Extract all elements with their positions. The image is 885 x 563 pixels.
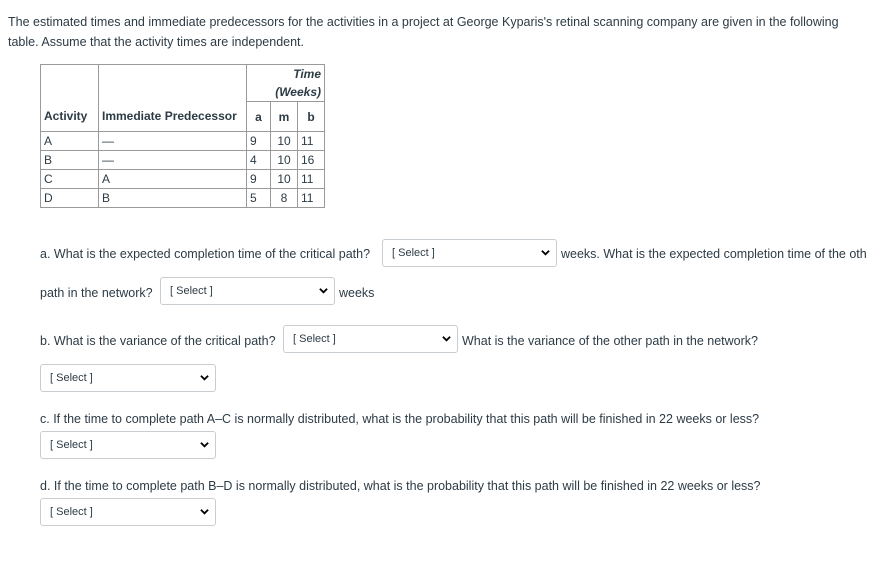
question-a-other-path-text: path in the network? <box>40 286 153 300</box>
question-b-text-cont: What is the variance of the other path in the network? <box>462 334 759 348</box>
activity-cell: A <box>41 132 99 151</box>
time-weeks-header: Time (Weeks) <box>247 65 325 102</box>
select-a-other-path-time[interactable] <box>160 277 335 305</box>
empty-header-cell <box>99 65 247 102</box>
question-c-text: c. If the time to complete path A–C is normally distributed, what is the probability that this path will be finished in 22 weeks or less? <box>40 412 760 426</box>
select-placeholder: [ Select ] <box>392 247 435 259</box>
predecessor-cell: B <box>99 189 247 208</box>
chevron-down-icon <box>200 440 209 449</box>
b-cell: 11 <box>298 189 325 208</box>
a-cell: 5 <box>247 189 271 208</box>
select-b-other-variance[interactable] <box>40 364 216 392</box>
table-row <box>41 170 325 189</box>
question-d-text: d. If the time to complete path B–D is normally distributed, what is the probability that this path will be finished in 22 weeks or less? <box>40 479 761 493</box>
select-placeholder: [ Select ] <box>170 285 213 297</box>
table-row <box>41 189 325 208</box>
activity-cell: D <box>41 189 99 208</box>
m-cell: 10 <box>271 132 298 151</box>
select-placeholder: [ Select ] <box>50 506 93 518</box>
predecessor-column-header: Immediate Predecessor <box>99 102 247 132</box>
question-b-text: b. What is the variance of the critical path? <box>40 334 276 348</box>
b-cell: 11 <box>298 170 325 189</box>
table-row <box>41 151 325 170</box>
a-cell: 9 <box>247 170 271 189</box>
m-cell: 8 <box>271 189 298 208</box>
a-column-header: a <box>247 102 271 132</box>
activity-cell: B <box>41 151 99 170</box>
m-cell: 10 <box>271 170 298 189</box>
activity-column-header: Activity <box>41 102 99 132</box>
select-c-probability[interactable] <box>40 431 216 459</box>
m-cell: 10 <box>271 151 298 170</box>
chevron-down-icon <box>541 248 550 257</box>
b-cell: 16 <box>298 151 325 170</box>
intro-text: The estimated times and immediate predecessors for the activities in a project at George Kyparis's retinal scanning company are given in the following table. Assume that the activity times are independent. <box>8 15 839 49</box>
select-b-critical-variance[interactable] <box>283 325 458 353</box>
select-placeholder: [ Select ] <box>50 439 93 451</box>
question-a-text-cont: weeks. What is the expected completion time of the oth <box>561 247 867 261</box>
question-a-text: a. What is the expected completion time of the critical path? <box>40 247 371 261</box>
predecessor-cell: — <box>99 151 247 170</box>
table-row <box>41 132 325 151</box>
select-placeholder: [ Select ] <box>293 333 336 345</box>
activity-cell: C <box>41 170 99 189</box>
select-d-probability[interactable] <box>40 498 216 526</box>
select-a-critical-path-time[interactable] <box>382 239 557 267</box>
b-cell: 11 <box>298 132 325 151</box>
a-cell: 4 <box>247 151 271 170</box>
chevron-down-icon <box>200 373 209 382</box>
select-placeholder: [ Select ] <box>50 372 93 384</box>
m-column-header: m <box>271 102 298 132</box>
empty-header-cell <box>41 65 99 102</box>
predecessor-cell: — <box>99 132 247 151</box>
a-cell: 9 <box>247 132 271 151</box>
weeks-label: weeks <box>339 286 375 300</box>
activity-table <box>40 64 325 208</box>
chevron-down-icon <box>442 334 451 343</box>
b-column-header: b <box>298 102 325 132</box>
chevron-down-icon <box>200 507 209 516</box>
predecessor-cell: A <box>99 170 247 189</box>
chevron-down-icon <box>319 286 328 295</box>
